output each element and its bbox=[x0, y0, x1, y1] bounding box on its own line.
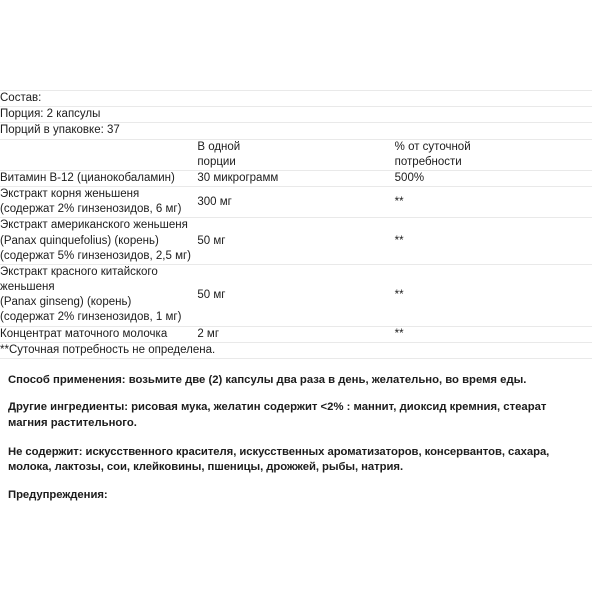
table-row bbox=[0, 170, 592, 186]
row-footnote bbox=[0, 342, 592, 358]
ingredient-daily-value: 500% bbox=[394, 171, 425, 184]
table-body bbox=[0, 91, 592, 360]
row-servings-per-container bbox=[0, 123, 592, 139]
ingredient-name-line: (содержат 2% гинзенозидов, 1 мг) bbox=[0, 311, 182, 324]
ingredient-amount: 2 мг bbox=[197, 327, 220, 340]
header-daily-value-line-1: % от суточной bbox=[394, 140, 471, 153]
row-composition bbox=[0, 91, 592, 107]
top-spacer bbox=[0, 0, 600, 90]
other-ingredients-text: Другие ингредиенты: рисовая мука, желатин содержит <2% : маннит, диоксид кремния, стеарат магния растительного. bbox=[8, 401, 547, 429]
ingredient-name-line: Экстракт корня женьшеня bbox=[0, 188, 140, 201]
header-amount-line-1: В одной bbox=[197, 140, 241, 153]
header-daily-value-column bbox=[395, 139, 592, 170]
ingredient-daily-value: ** bbox=[394, 288, 404, 301]
ingredient-name bbox=[0, 264, 197, 326]
ingredient-daily-value: ** bbox=[394, 327, 404, 340]
header-daily-value-line-2: потребности bbox=[394, 155, 462, 168]
ingredient-name-line: (Panax ginseng) (корень) bbox=[0, 296, 132, 309]
table-row bbox=[0, 326, 592, 342]
ingredient-amount: 30 микрограмм bbox=[197, 171, 279, 184]
ingredient-name-line: Экстракт американского женьшеня bbox=[0, 219, 188, 232]
row-serving-size bbox=[0, 107, 592, 123]
header-amount-column bbox=[197, 139, 394, 170]
table-header-row bbox=[0, 139, 592, 170]
ingredient-name bbox=[0, 187, 197, 218]
ingredient-name bbox=[0, 218, 197, 265]
ingredient-name bbox=[0, 326, 197, 342]
ingredient-amount: 300 мг bbox=[197, 195, 232, 208]
table-row bbox=[0, 218, 592, 265]
serving-size-text: Порция: 2 капсулы bbox=[0, 108, 101, 121]
directions-text: Способ применения: возьмите две (2) капсулы два раза в день, желательно, во время еды. bbox=[8, 373, 527, 386]
composition-label: Состав: bbox=[0, 92, 42, 104]
ingredient-amount: 50 мг bbox=[197, 288, 226, 301]
header-name-column bbox=[0, 139, 197, 170]
ingredient-name-line: Витамин B-12 (цианокобаламин) bbox=[0, 171, 175, 184]
notes-section bbox=[0, 360, 592, 503]
free-of-text: Не содержит: искусственного красителя, искусственных ароматизаторов, консервантов, сахара, молока, лактозы, сои, клейковины, пшеницы, дрожжей, рыбы, натрия. bbox=[8, 446, 550, 474]
warnings-label: Предупреждения: bbox=[8, 488, 108, 501]
table-row bbox=[0, 187, 592, 218]
ingredient-amount: 50 мг bbox=[197, 234, 226, 247]
ingredient-name bbox=[0, 170, 197, 186]
header-amount-line-2: порции bbox=[197, 155, 236, 168]
ingredient-daily-value: ** bbox=[394, 234, 404, 247]
table-row bbox=[0, 264, 592, 326]
ingredient-name-line: (содержат 2% гинзенозидов, 6 мг) bbox=[0, 203, 182, 216]
ingredient-daily-value: ** bbox=[394, 195, 404, 208]
supplement-facts-table bbox=[0, 90, 592, 360]
daily-value-footnote: **Суточная потребность не определена. bbox=[0, 343, 216, 356]
ingredient-name-line: (содержат 5% гинзенозидов, 2,5 мг) bbox=[0, 249, 192, 262]
ingredient-name-line: Концентрат маточного молочка bbox=[0, 327, 168, 340]
servings-per-container-text: Порций в упаковке: 37 bbox=[0, 124, 120, 137]
ingredient-name-line: (Panax quinquefolius) (корень) bbox=[0, 234, 159, 247]
ingredient-name-line: Экстракт красного китайского женьшеня bbox=[0, 265, 158, 294]
